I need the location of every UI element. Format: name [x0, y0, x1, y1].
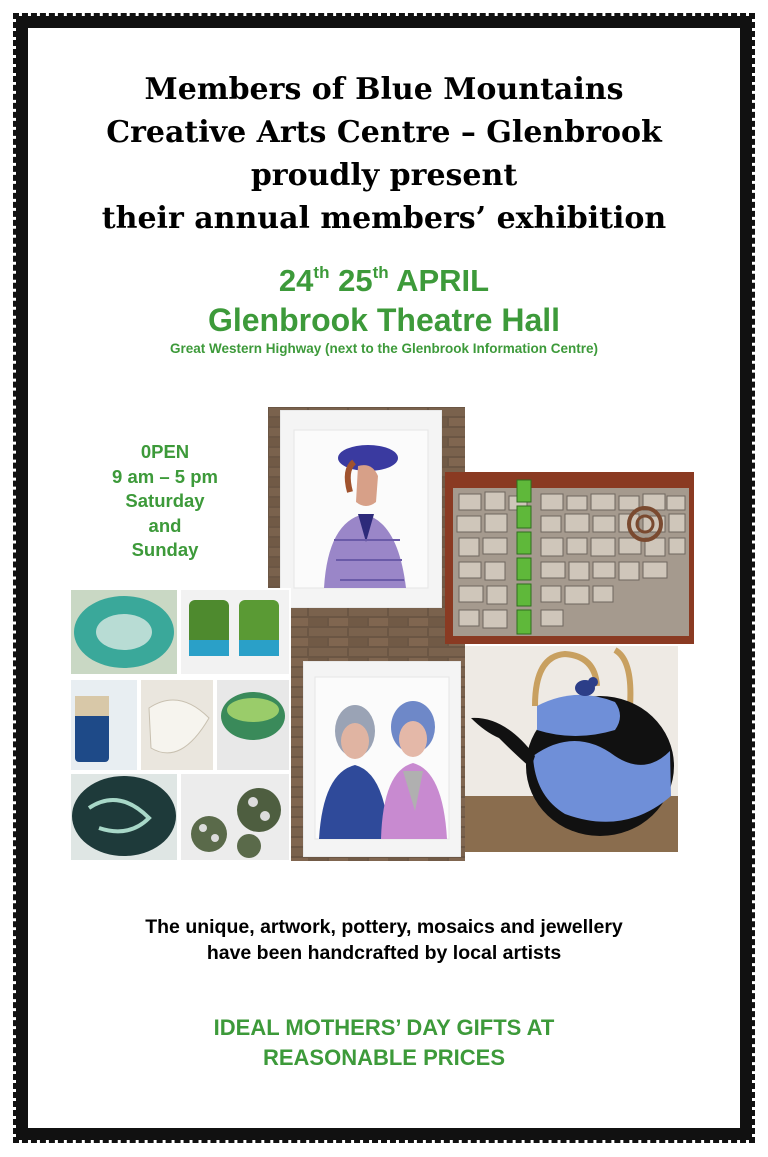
date-day-1-suffix: th: [313, 263, 330, 282]
offer-line: REASONABLE PRICES: [262, 1045, 506, 1070]
opening-hours: [90, 440, 240, 563]
heading-line: their annual members’ exhibition: [101, 201, 667, 236]
framed-portrait-hat: [280, 410, 442, 608]
heading-line: Creative Arts Centre – Glenbrook: [106, 115, 662, 150]
date-day-2: 25: [338, 263, 373, 298]
hours-line: Sunday: [131, 539, 199, 560]
hours-line: 0PEN: [140, 441, 190, 462]
mosaic-artwork-photo: [445, 472, 694, 644]
framed-portrait-two-women: [303, 661, 461, 857]
poster-heading: [30, 68, 738, 240]
venue-address: Great Western Highway (next to the Glenbrook Information Centre): [169, 341, 599, 356]
hours-line: Saturday: [125, 490, 205, 511]
hours-line: 9 am – 5 pm: [112, 465, 218, 487]
teapot-pottery-photo: [465, 646, 678, 852]
gift-offer: [30, 1013, 738, 1073]
description-line: The unique, artwork, pottery, mosaics and jewellery: [145, 916, 623, 938]
heading-line: proudly present: [250, 158, 518, 193]
date-day-1: 24: [278, 263, 314, 298]
venue-name: Glenbrook Theatre Hall: [207, 302, 561, 338]
event-date: [30, 262, 738, 300]
date-day-2-suffix: th: [372, 263, 389, 282]
ceramics-collage-photo: [69, 588, 291, 862]
heading-line: Members of Blue Mountains: [144, 72, 624, 107]
date-month: APRIL: [396, 263, 490, 298]
hours-line: and: [148, 514, 182, 536]
exhibition-description: [30, 914, 738, 966]
description-line: have been handcrafted by local artists: [206, 942, 562, 964]
offer-line: IDEAL MOTHERS’ DAY GIFTS AT: [213, 1015, 555, 1040]
